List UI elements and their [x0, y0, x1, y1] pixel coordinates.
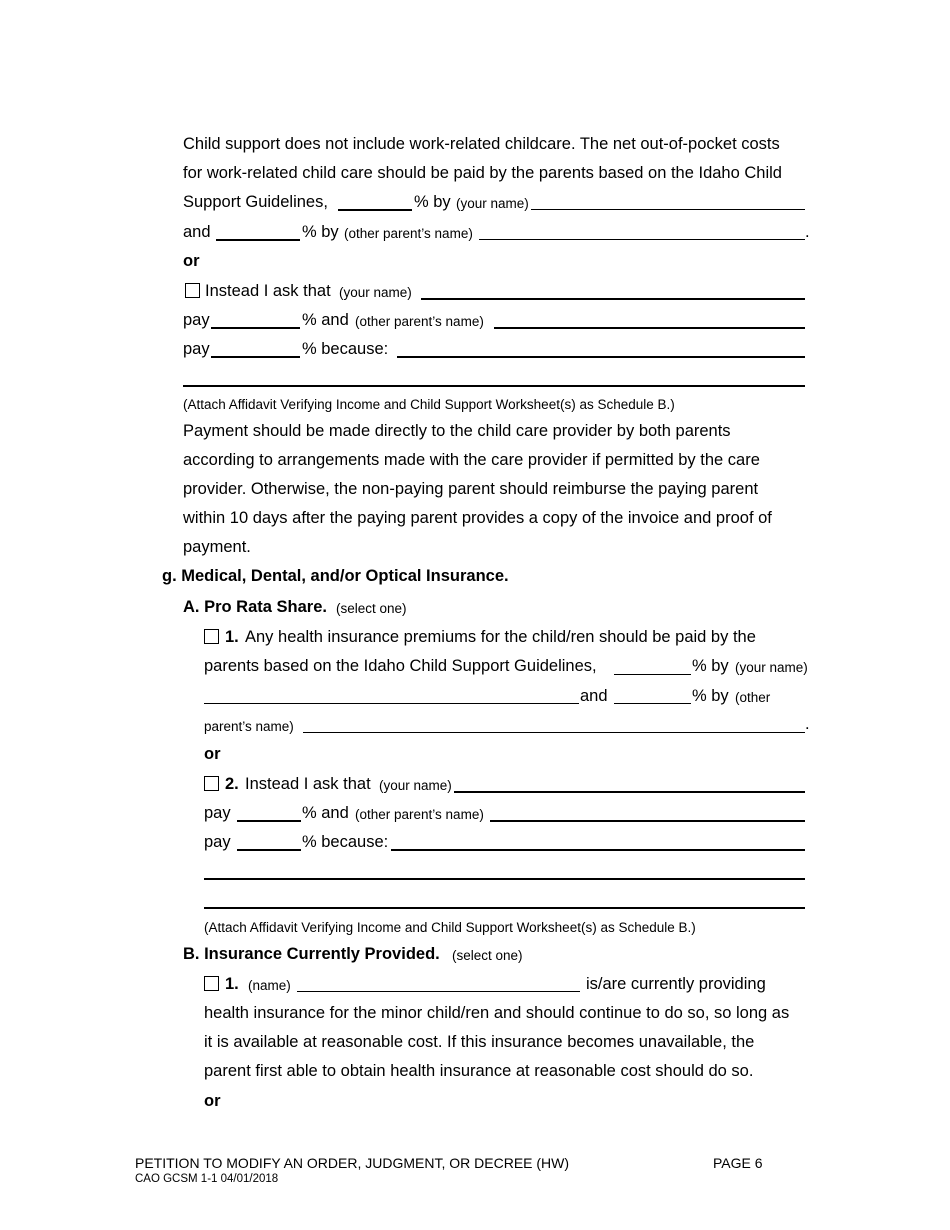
payment-line-4: within 10 days after the paying parent provides a copy of the invoice and proof of	[183, 509, 772, 527]
pro-rata-parent-name-label: parent’s name)	[204, 719, 294, 734]
pro-rata-select-one: (select one)	[336, 601, 407, 616]
because-blank-extra[interactable]	[183, 385, 805, 387]
pro-rata-option2-number: 2.	[225, 775, 239, 793]
pro-rata-pay-label-1: pay	[204, 804, 231, 822]
pro-rata-pay-other-parent-label: (other parent’s name)	[355, 807, 484, 822]
payment-line-2: according to arrangements made with the care provider if permitted by the care	[183, 451, 760, 469]
insurance-name-blank[interactable]	[297, 991, 580, 992]
pro-rata-option2-your-name-label: (your name)	[379, 778, 452, 793]
insurance-provided-heading: B. Insurance Currently Provided.	[183, 945, 440, 963]
pro-rata-other-percent-blank[interactable]	[614, 703, 691, 704]
pro-rata-or-label: or	[204, 745, 221, 763]
pro-rata-option2-text: Instead I ask that	[245, 775, 371, 793]
pro-rata-pay-label-2: pay	[204, 833, 231, 851]
pro-rata-period: .	[805, 715, 810, 733]
support-guidelines-label: Support Guidelines,	[183, 193, 328, 211]
footer-form-code: CAO GCSM 1-1 04/01/2018	[135, 1173, 279, 1185]
pro-rata-pct-because-label: % because:	[302, 833, 389, 851]
instead-your-name-blank[interactable]	[421, 298, 805, 300]
pro-rata-because-blank-2[interactable]	[204, 878, 805, 880]
payment-line-5: payment.	[183, 538, 251, 556]
pro-rata-pay-percent-blank-1[interactable]	[237, 820, 301, 822]
pro-rata-option1-checkbox[interactable]	[204, 629, 219, 644]
pro-rata-option1-text: Any health insurance premiums for the child/ren should be paid by the	[245, 628, 756, 646]
pro-rata-because-blank[interactable]	[391, 849, 805, 851]
other-parent-name-blank[interactable]	[479, 239, 805, 240]
pro-rata-your-percent-blank[interactable]	[614, 674, 691, 675]
section-g-heading: g. Medical, Dental, and/or Optical Insurance.	[162, 567, 509, 585]
pct-by-label: % by	[414, 193, 451, 211]
insurance-providing-label: is/are currently providing	[586, 975, 766, 993]
because-blank[interactable]	[397, 356, 805, 358]
insurance-line-3: parent first able to obtain health insurance at reasonable cost should do so.	[204, 1062, 754, 1080]
and-label: and	[183, 223, 211, 241]
pro-rata-pct-and-label: % and	[302, 804, 349, 822]
pay-label-2: pay	[183, 340, 210, 358]
or-label: or	[183, 252, 200, 270]
pro-rata-option2-checkbox[interactable]	[204, 776, 219, 791]
your-name-label: (your name)	[456, 196, 529, 211]
pro-rata-your-name-blank[interactable]	[204, 703, 579, 704]
childcare-paragraph-line-1: Child support does not include work-related childcare. The net out-of-pocket costs	[183, 135, 780, 153]
period: .	[805, 223, 810, 241]
insurance-line-1: health insurance for the minor child/ren and should continue to do so, so long as	[204, 1004, 790, 1022]
other-parent-name-label: (other parent’s name)	[344, 226, 473, 241]
pro-rata-option2-your-name-blank[interactable]	[454, 791, 805, 793]
pro-rata-option1-line2: parents based on the Idaho Child Support Guidelines,	[204, 657, 597, 675]
pro-rata-and-label: and	[580, 687, 608, 705]
insurance-or-label: or	[204, 1092, 221, 1110]
instead-label: Instead I ask that	[205, 282, 331, 300]
your-name-blank[interactable]	[531, 209, 805, 210]
pro-rata-attach-note: (Attach Affidavit Verifying Income and Child Support Worksheet(s) as Schedule B.)	[204, 920, 696, 935]
other-percent-blank[interactable]	[216, 239, 300, 241]
attach-note: (Attach Affidavit Verifying Income and Child Support Worksheet(s) as Schedule B.)	[183, 397, 675, 412]
pro-rata-pct-by-label-2: % by	[692, 687, 729, 705]
pay-other-parent-blank[interactable]	[494, 327, 805, 329]
pro-rata-because-blank-3[interactable]	[204, 907, 805, 909]
payment-line-1: Payment should be made directly to the child care provider by both parents	[183, 422, 731, 440]
pay-label-1: pay	[183, 311, 210, 329]
instead-your-name-label: (your name)	[339, 285, 412, 300]
instead-checkbox[interactable]	[185, 283, 200, 298]
pay-percent-blank-2[interactable]	[211, 356, 300, 358]
pro-rata-heading: A. Pro Rata Share.	[183, 598, 327, 616]
pro-rata-your-name-label: (your name)	[735, 660, 808, 675]
your-percent-blank[interactable]	[338, 209, 412, 211]
pct-because-label: % because:	[302, 340, 389, 358]
insurance-option1-checkbox[interactable]	[204, 976, 219, 991]
footer-title: PETITION TO MODIFY AN ORDER, JUDGMENT, OR DECREE (HW)	[135, 1155, 570, 1171]
pro-rata-pct-by-label: % by	[692, 657, 729, 675]
pct-and-label: % and	[302, 311, 349, 329]
insurance-name-label: (name)	[248, 978, 291, 993]
pro-rata-other-parent-blank[interactable]	[303, 732, 805, 733]
insurance-option1-number: 1.	[225, 975, 239, 993]
pay-other-parent-label: (other parent’s name)	[355, 314, 484, 329]
childcare-paragraph-line-2: for work-related child care should be paid by the parents based on the Idaho Child	[183, 164, 782, 182]
pay-percent-blank-1[interactable]	[211, 327, 300, 329]
pro-rata-other-label: (other	[735, 690, 771, 705]
pro-rata-pay-other-parent-blank[interactable]	[490, 820, 805, 822]
insurance-line-2: it is available at reasonable cost. If this insurance becomes unavailable, the	[204, 1033, 755, 1051]
insurance-provided-select-one: (select one)	[452, 948, 523, 963]
pro-rata-option1-number: 1.	[225, 628, 239, 646]
payment-line-3: provider. Otherwise, the non-paying parent should reimburse the paying parent	[183, 480, 759, 498]
pct-by-label-2: % by	[302, 223, 339, 241]
pro-rata-pay-percent-blank-2[interactable]	[237, 849, 301, 851]
footer-page-number: PAGE 6	[713, 1155, 763, 1171]
